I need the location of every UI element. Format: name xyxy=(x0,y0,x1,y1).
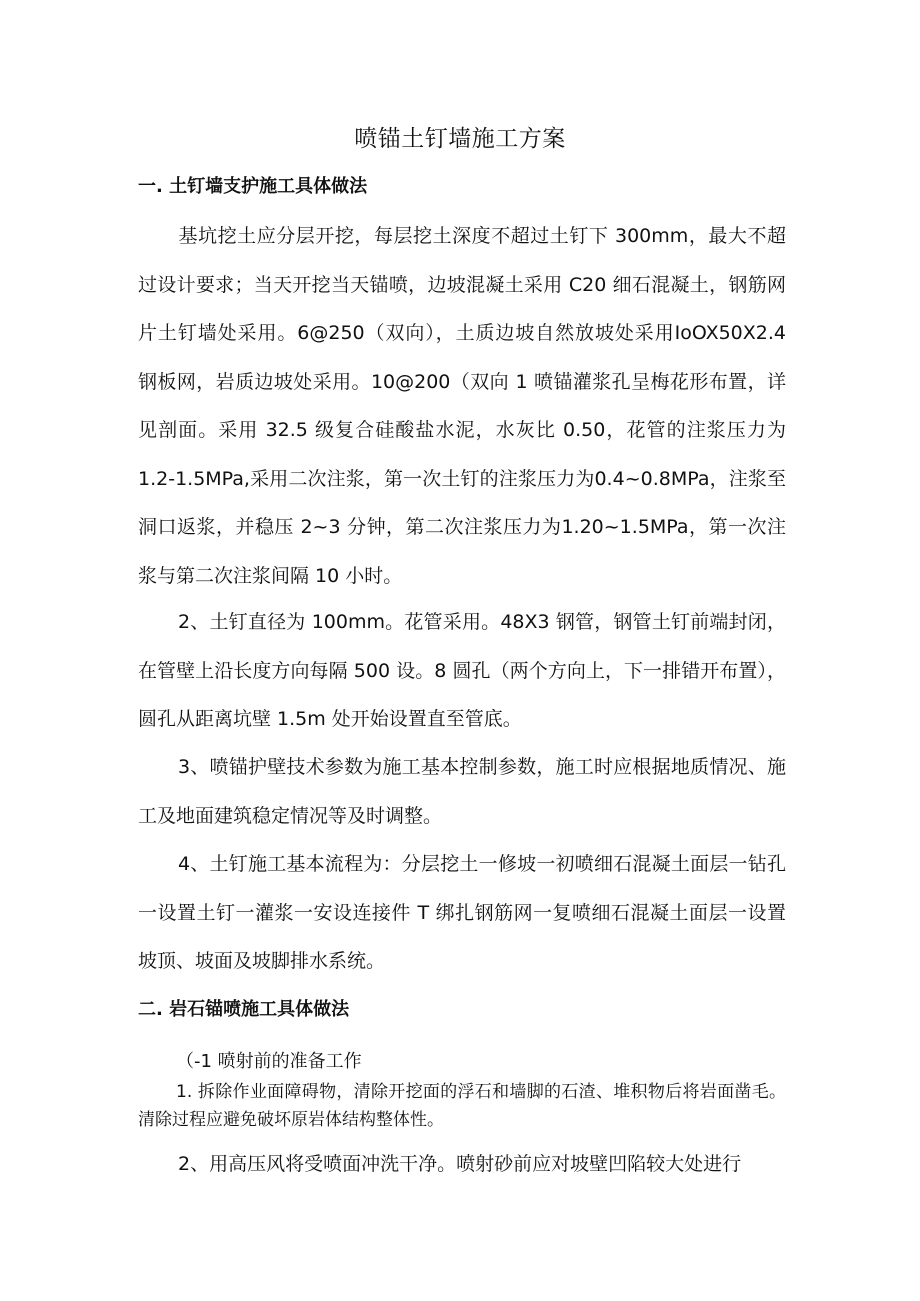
section-1-paragraph-3-text: 3、喷锚护壁技术参数为施工基本控制参数，施工时应根据地质情况、施工及地面建筑稳定情况等及时调整。 xyxy=(138,756,786,827)
section-2-item-1-text: 1. 拆除作业面障碍物，清除开挖面的浮石和墙脚的石渣、堆积物后将岩面凿毛。清除过程应避免破坏原岩体结构整体性。 xyxy=(138,1082,786,1130)
section-2-subheading: （-1 喷射前的准备工作 xyxy=(176,1051,362,1072)
document-title: 喷锚土钉墙施工方案 xyxy=(354,126,566,152)
section-1-paragraph-2 xyxy=(138,598,786,744)
section-1-paragraph-1 xyxy=(138,212,786,600)
section-2-item-2 xyxy=(138,1140,786,1189)
section-2-item-2-text: 2、用高压风将受喷面冲洗干净。喷射砂前应对坡壁凹陷较大处进行 xyxy=(178,1153,742,1175)
section-1-paragraph-4-text: 4、土钉施工基本流程为：分层挖土一修坡一初喷细石混凝土面层一钻孔一设置土钉一灌浆一安设连接件 T 绑扎钢筋网一复喷细石混凝土面层一设置坡顶、坡面及坡脚排水系统。 xyxy=(138,853,786,972)
section-1-heading: 一. 土钉墙支护施工具体做法 xyxy=(138,176,368,197)
section-1-paragraph-3 xyxy=(138,743,786,840)
section-1-paragraph-4 xyxy=(138,840,786,986)
section-2-item-1 xyxy=(138,1078,786,1134)
section-2-heading: 二. 岩石锚喷施工具体做法 xyxy=(138,999,350,1020)
section-1-paragraph-2-text: 2、土钉直径为 100mm。花管采用。48X3 钢管，钢管土钉前端封闭，在管壁上沿长度方向每隔 500 设。8 圆孔（两个方向上，下一排错开布置），圆孔从距离坑壁 1.5m 处开始设置直至管底。 xyxy=(138,611,786,730)
section-1-paragraph-1-text: 基坑挖土应分层开挖，每层挖土深度不超过土钉下 300mm，最大不超过设计要求；当天开挖当天锚喷，边坡混凝土采用 C20 细石混凝土，钢筋网片土钉墙处采用。6@250（双向），土质边坡自然放坡处采用IoOX50X2.4 钢板网，岩质边坡处采用。10@200（双向 1 喷锚灌浆孔呈梅花形布置，详见剖面。采用 32.5 级复合硅酸盐水泥，水灰比 0.50，花管的注浆压力为 1.2-1.5MPa,采用二次注浆，第一次土钉的注浆压力为0.4~0.8MPa，注浆至洞口返浆，并稳压 2~3 分钟，第二次注浆压力为1.20~1.5MPa，第一次注浆与第二次注浆间隔 10 小时。 xyxy=(138,225,786,587)
